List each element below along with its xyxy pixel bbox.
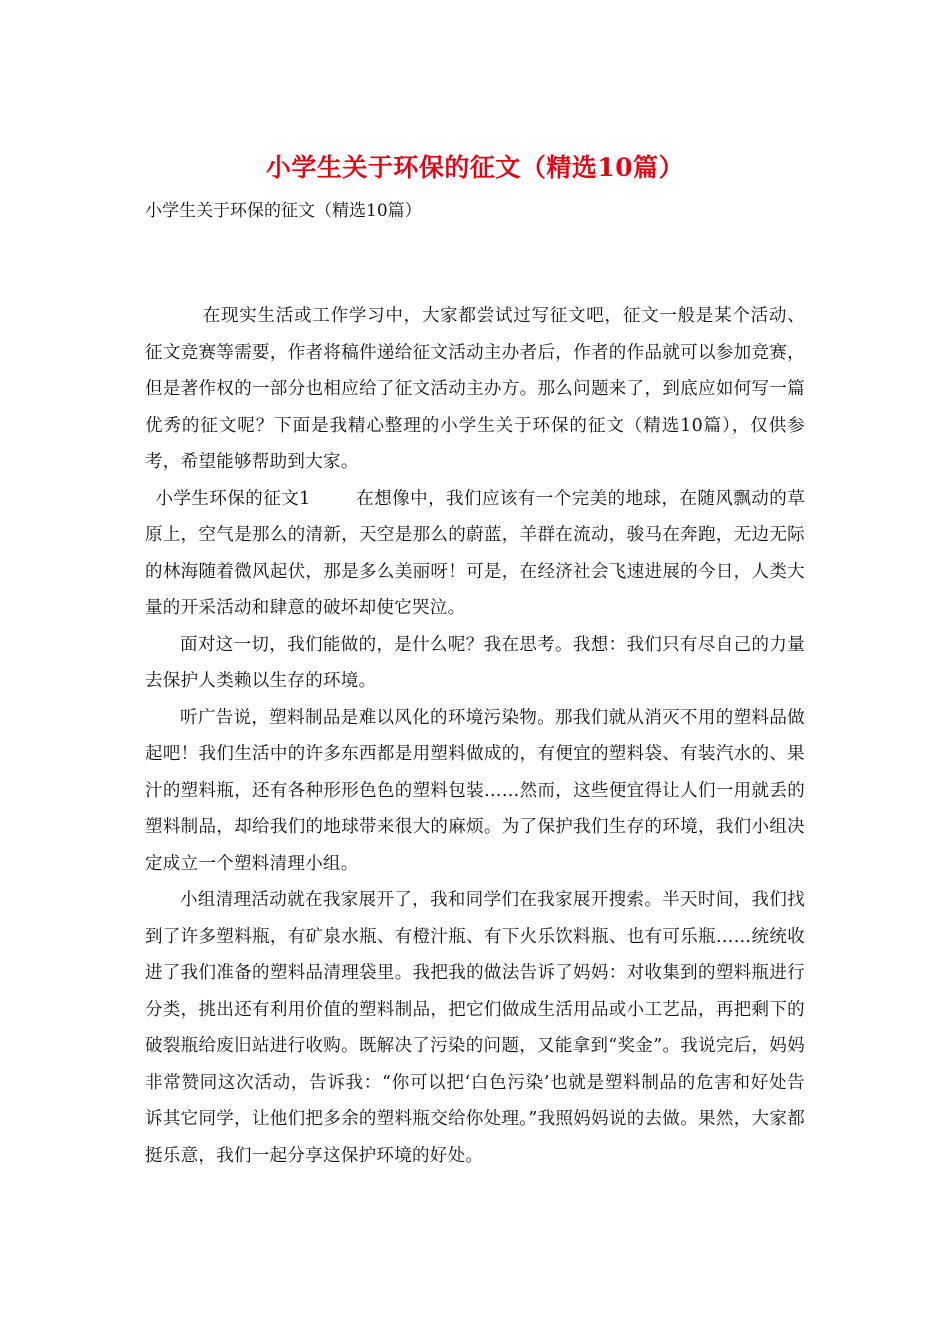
section-1-paragraph	[145, 481, 805, 627]
document-body	[145, 298, 805, 1174]
body-paragraph: 听广告说，塑料制品是难以风化的环境污染物。那我们就从消灭不用的塑料品做起吧！我们生活中的许多东西都是用塑料做成的，有便宜的塑料袋、有装汽水的、果汁的塑料瓶，还有各种形形色色的塑料包装……然而，这些便宜得让人们一用就丢的塑料制品，却给我们的地球带来很大的麻烦。为了保护我们生存的环境，我们小组决定成立一个塑料清理小组。	[145, 707, 805, 874]
body-paragraph: 面对这一切，我们能做的，是什么呢？我在思考。我想：我们只有尽自己的力量去保护人类赖以生存的环境。	[145, 634, 805, 691]
paragraph-text: 在想像中，我们应该有一个完美的地球，在随风飘动的草原上，空气是那么的清新，天空是那么的蔚蓝，羊群在流动，骏马在奔跑，无边无际的林海随着微风起伏，那是多么美丽呀！可是，在经济社会飞速进展的今日，人类大量的开采活动和肆意的破坏却使它哭泣。	[145, 488, 805, 618]
document-title: 小学生关于环保的征文（精选10篇）	[265, 153, 685, 182]
document-subtitle: 小学生关于环保的征文（精选10篇）	[145, 201, 422, 221]
section-1-heading: 小学生环保的征文1	[155, 488, 311, 509]
body-paragraph: 小组清理活动就在我家展开了，我和同学们在我家展开搜索。半天时间，我们找到了许多塑料瓶，有矿泉水瓶、有橙汁瓶、有下火乐饮料瓶、也有可乐瓶……统统收进了我们准备的塑料品清理袋里。我把我的做法告诉了妈妈：对收集到的塑料瓶进行分类，挑出还有利用价值的塑料制品，把它们做成生活用品或小工艺品，再把剩下的破裂瓶给废旧站进行收购。既解决了污染的问题，又能拿到“奖金”。我说完后，妈妈非常赞同这次活动，告诉我：“你可以把‘白色污染’也就是塑料制品的危害和好处告诉其它同学，让他们把多余的塑料瓶交给你处理。”我照妈妈说的去做。果然，大家都挺乐意，我们一起分享这保护环境的好处。	[145, 890, 805, 1166]
intro-paragraph: 在现实生活或工作学习中，大家都尝试过写征文吧，征文一般是某个活动、征文竞赛等需要，作者将稿件递给征文活动主办者后，作者的作品就可以参加竞赛，但是著作权的一部分也相应给了征文活动主办方。那么问题来了，到底应如何写一篇优秀的征文呢？下面是我精心整理的小学生关于环保的征文（精选10篇），仅供参考，希望能够帮助到大家。	[145, 306, 805, 472]
